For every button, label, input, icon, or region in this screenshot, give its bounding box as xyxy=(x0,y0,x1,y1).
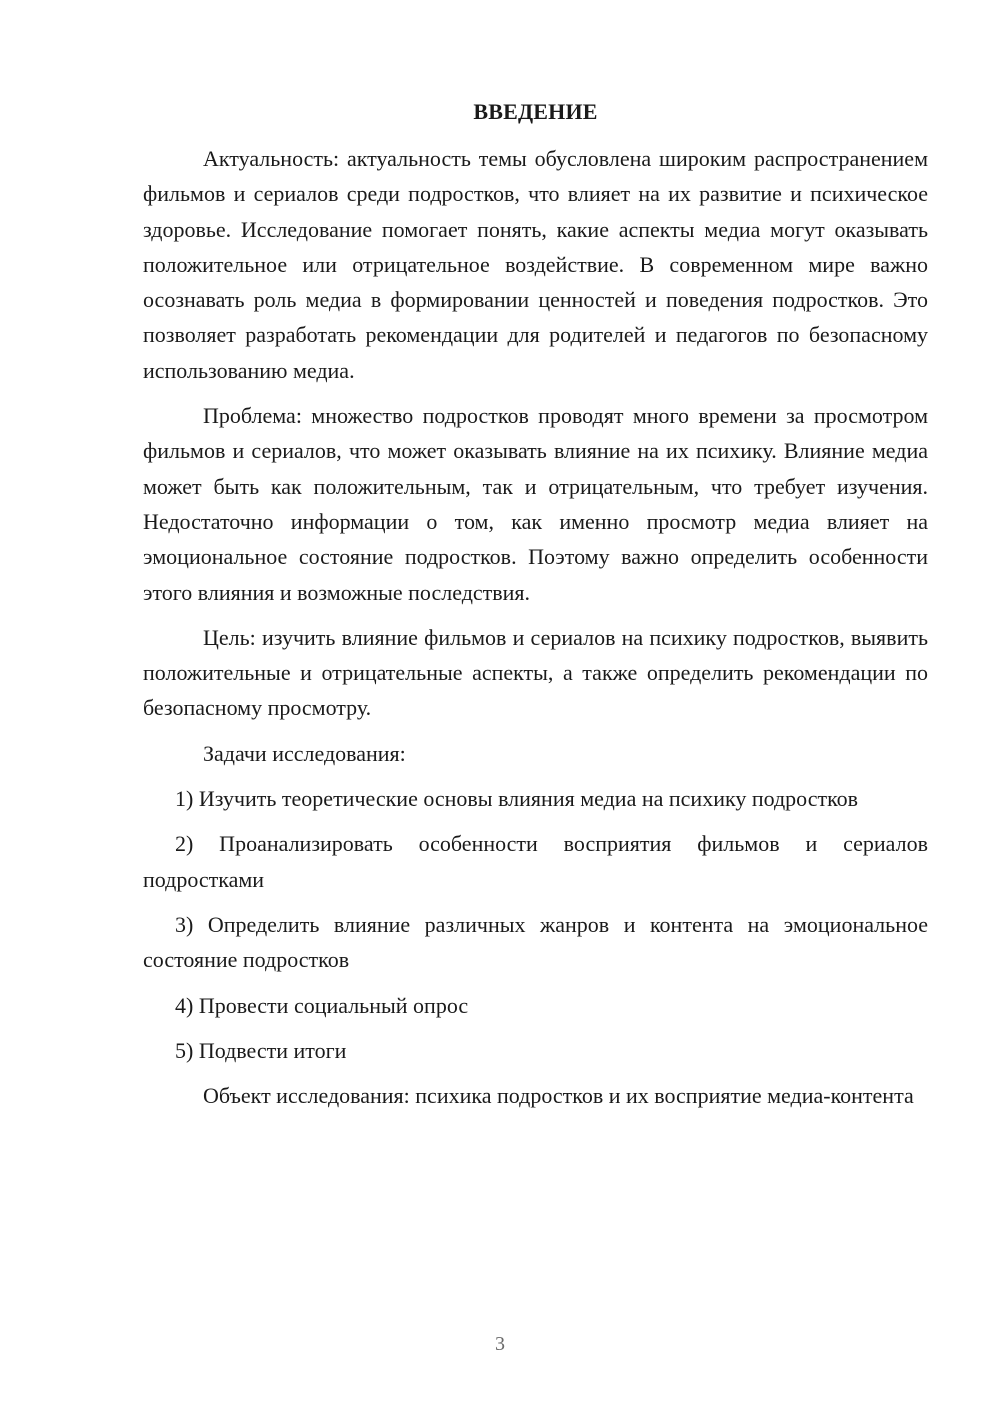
paragraph-object: Объект исследования: психика подростков и их восприятие медиа-контента xyxy=(203,1083,914,1109)
paragraph-goal: Цель: изучить влияние фильмов и сериалов на психику подростков, выявить положительные и отрицательные аспекты, а также определить рекомендации по безопасному просмотру. xyxy=(143,624,928,721)
task-item: 1) Изучить теоретические основы влияния медиа на психику подростков xyxy=(175,786,859,812)
task-item: 5) Подвести итоги xyxy=(175,1037,347,1063)
page-content xyxy=(143,94,928,1123)
paragraph-problem: Проблема: множество подростков проводят много времени за просмотром фильмов и сериалов, что может оказывать влияние на их психику. Влияние медиа может быть как положительным, так и отрицательным, что требует изучения. Недостаточно информации о том, как именно просмотр медиа влияет на эмоциональное состояние подростков. Поэтому важно определить особенности этого влияния и возможные последствия. xyxy=(143,403,928,605)
page-number: 3 xyxy=(495,1333,505,1355)
task-item: 3) Определить влияние различных жанров и контента на эмоциональное состояние подростков xyxy=(143,911,928,973)
paragraph-relevance: Актуальность: актуальность темы обусловлена широким распространением фильмов и сериалов среди подростков, что влияет на их развитие и психическое здоровье. Исследование помогает понять, какие аспекты медиа могут оказывать положительное или отрицательное воздействие. В современном мире важно осознавать роль медиа в формировании ценностей и поведения подростков. Это позволяет разработать рекомендации для родителей и педагогов по безопасному использованию медиа. xyxy=(143,146,928,383)
task-item: 2) Проанализировать особенности восприятия фильмов и сериалов подростками xyxy=(143,831,928,892)
task-item: 4) Провести социальный опрос xyxy=(175,992,469,1018)
paragraph-tasks-intro: Задачи исследования: xyxy=(203,740,406,766)
section-heading: ВВЕДЕНИЕ xyxy=(473,99,598,124)
